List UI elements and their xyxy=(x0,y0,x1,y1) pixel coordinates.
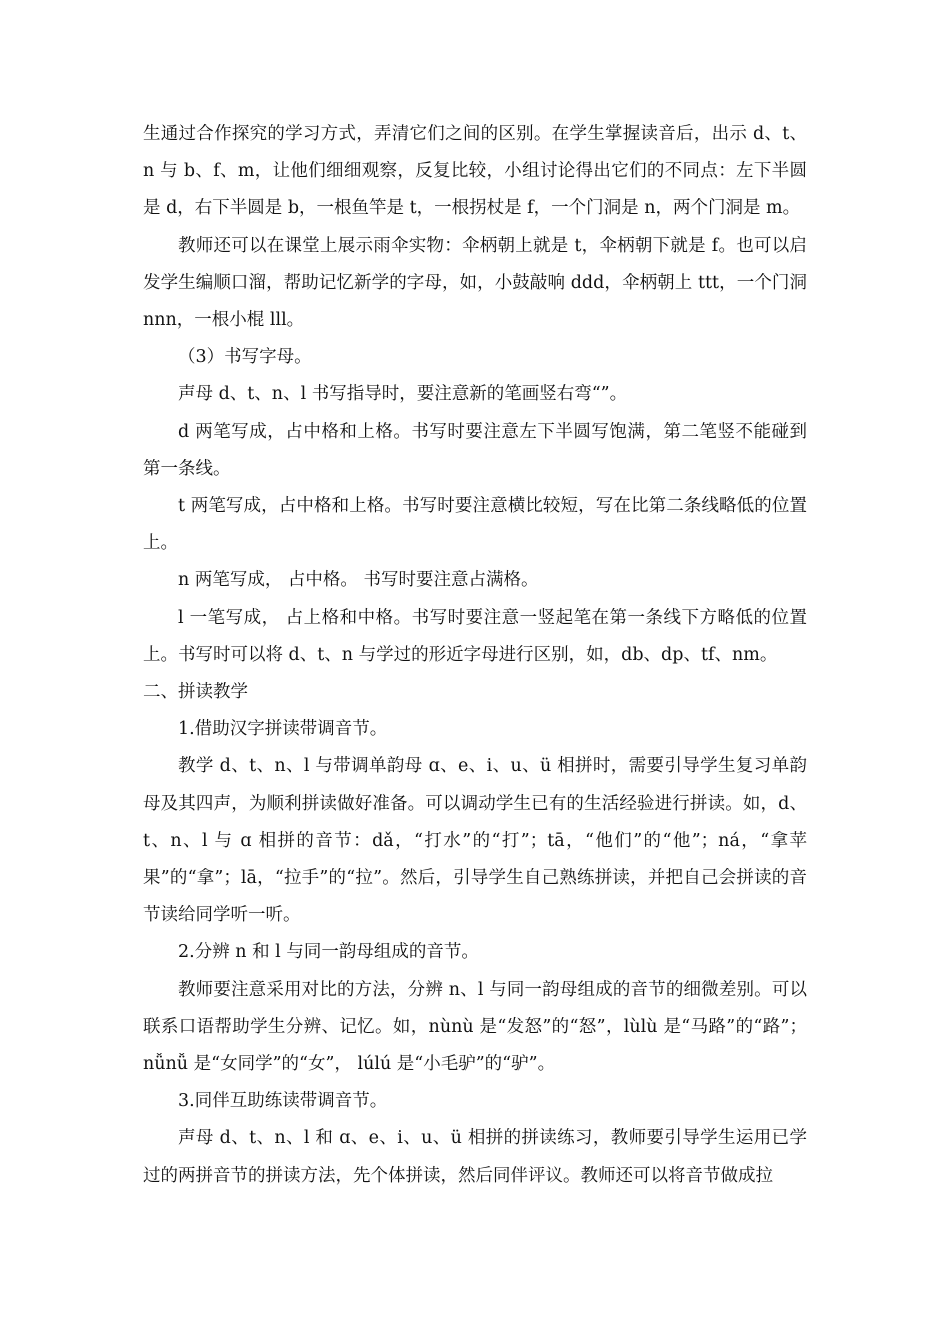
paragraph-writing-guidance: 声母 d、t、n、l 书写指导时，要注意新的笔画竖右弯“”。 xyxy=(178,384,628,405)
section-heading-spelling: 二、拼读教学 xyxy=(143,682,248,703)
paragraph-n-and-l: 教师要注意采用对比的方法，分辨 n、l 与同一韵母组成的音节的细微差别。可以联系口语帮助学生分辨、记忆。如，nùnù 是“发怒”的“怒”，lùlù 是“马路”的“路”； nǚnǚ 是“女同学”的“女”， lúlú 是“小毛驴”的“驴”。 xyxy=(143,979,807,1075)
paragraph-letter-d: d 两笔写成，占中格和上格。书写时要注意左下半圆写饱满，第二笔竖不能碰到第一条线。 xyxy=(143,421,807,479)
paragraph-letter-comparison: 生通过合作探究的学习方式，弄清它们之间的区别。在学生掌握读音后，出示 d、t、n 与 b、f、m，让他们细细观察，反复比较，小组讨论得出它们的不同点：左下半圆是 d，右下半圆是 b，一根鱼竿是 t，一根拐杖是 f，一个门洞是 n，两个门洞是 m。 xyxy=(143,124,807,219)
subheading-n-and-l: 2.分辨 n 和 l 与同一韵母组成的音节。 xyxy=(178,942,479,963)
paragraph-letter-n: n 两笔写成， 占中格。 书写时要注意占满格。 xyxy=(178,570,539,591)
subheading-peer-practice: 3.同伴互助练读带调音节。 xyxy=(178,1091,388,1112)
subheading-toned-syllables: 1.借助汉字拼读带调音节。 xyxy=(178,719,388,740)
paragraph-peer-practice: 声母 d、t、n、l 和 ɑ、e、i、u、ü 相拼的拼读练习，教师要引导学生运用已学过的两拼音节的拼读方法，先个体拼读，然后同伴评议。教师还可以将音节做成拉 xyxy=(143,1128,807,1186)
subheading-writing-letters: （3）书写字母。 xyxy=(178,347,312,368)
paragraph-letter-l: l 一笔写成， 占上格和中格。书写时要注意一竖起笔在第一条线下方略低的位置上。书写时可以将 d、t、n 与学过的形近字母进行区别，如，db、dp、tf、nm。 xyxy=(143,607,807,665)
paragraph-umbrella-mnemonic: 教师还可以在课堂上展示雨伞实物：伞柄朝上就是 t，伞柄朝下就是 f。也可以启发学生编顺口溜，帮助记忆新学的字母，如，小鼓敲响 ddd，伞柄朝上 ttt，一个门洞 nnn，一根小棍 lll。 xyxy=(143,235,807,331)
document-page xyxy=(143,116,807,1195)
paragraph-toned-syllables: 教学 d、t、n、l 与带调单韵母 ɑ、e、i、u、ü 相拼时，需要引导学生复习单韵母及其四声，为顺利拼读做好准备。可以调动学生已有的生活经验进行拼读。如，d、t、n、l 与 ɑ 相拼的音节：dǎ，“打水”的“打”；tā，“他们”的“他”；ná，“拿苹果”的“拿”；lā，“拉手”的“拉”。然后，引导学生自己熟练拼读，并把自己会拼读的音节读给同学听一听。 xyxy=(143,756,807,926)
paragraph-letter-t: t 两笔写成，占中格和上格。书写时要注意横比较短，写在比第二条线略低的位置上。 xyxy=(143,496,807,554)
